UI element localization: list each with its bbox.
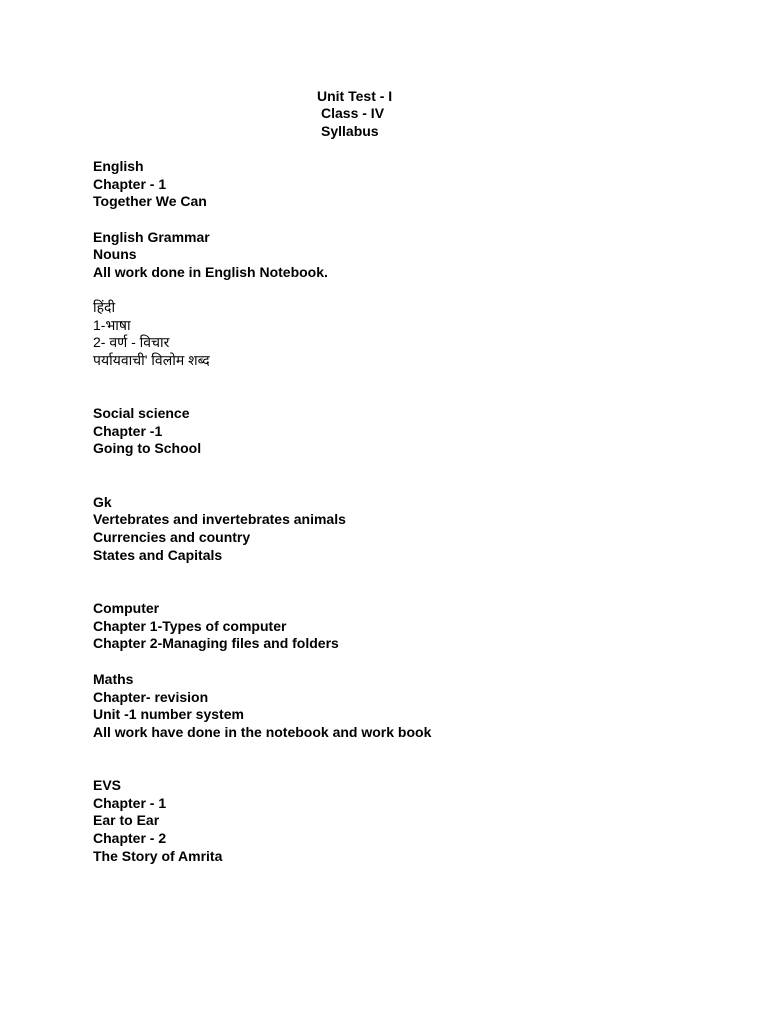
class-label: Class - IV bbox=[321, 105, 385, 121]
social-science-topic: Going to School bbox=[93, 440, 202, 456]
gk-topic-3: States and Capitals bbox=[93, 547, 223, 563]
evs-chapter-2: Chapter - 2 bbox=[93, 830, 167, 846]
english-subject: English bbox=[93, 158, 144, 174]
maths-chapter: Chapter- revision bbox=[93, 689, 209, 705]
evs-topic-2: The Story of Amrita bbox=[93, 848, 223, 864]
social-science-chapter: Chapter -1 bbox=[93, 423, 163, 439]
hindi-item-1: 1-भाषा bbox=[93, 317, 131, 333]
english-grammar-topic: Nouns bbox=[93, 246, 137, 262]
english-topic: Together We Can bbox=[93, 193, 207, 209]
english-grammar-subject: English Grammar bbox=[93, 229, 210, 245]
hindi-subject: हिंदी bbox=[93, 299, 116, 315]
english-grammar-note: All work done in English Notebook. bbox=[93, 264, 328, 280]
hindi-item-2: 2- वर्ण - विचार bbox=[93, 334, 170, 350]
maths-note: All work have done in the notebook and work book bbox=[93, 724, 432, 740]
social-science-subject: Social science bbox=[93, 405, 190, 421]
computer-chapter-1: Chapter 1-Types of computer bbox=[93, 618, 287, 634]
hindi-item-3: पर्यायवाची' विलोम शब्द bbox=[93, 352, 210, 368]
english-chapter: Chapter - 1 bbox=[93, 176, 167, 192]
maths-unit: Unit -1 number system bbox=[93, 706, 244, 722]
evs-chapter-1: Chapter - 1 bbox=[93, 795, 167, 811]
document-title: Unit Test - I bbox=[317, 88, 393, 104]
gk-topic-2: Currencies and country bbox=[93, 529, 251, 545]
evs-subject: EVS bbox=[93, 777, 122, 793]
evs-topic-1: Ear to Ear bbox=[93, 812, 160, 828]
gk-subject: Gk bbox=[93, 494, 112, 510]
gk-topic-1: Vertebrates and invertebrates animals bbox=[93, 511, 346, 527]
document-subtitle: Syllabus bbox=[321, 123, 379, 139]
computer-chapter-2: Chapter 2-Managing files and folders bbox=[93, 635, 339, 651]
maths-subject: Maths bbox=[93, 671, 134, 687]
computer-subject: Computer bbox=[93, 600, 160, 616]
